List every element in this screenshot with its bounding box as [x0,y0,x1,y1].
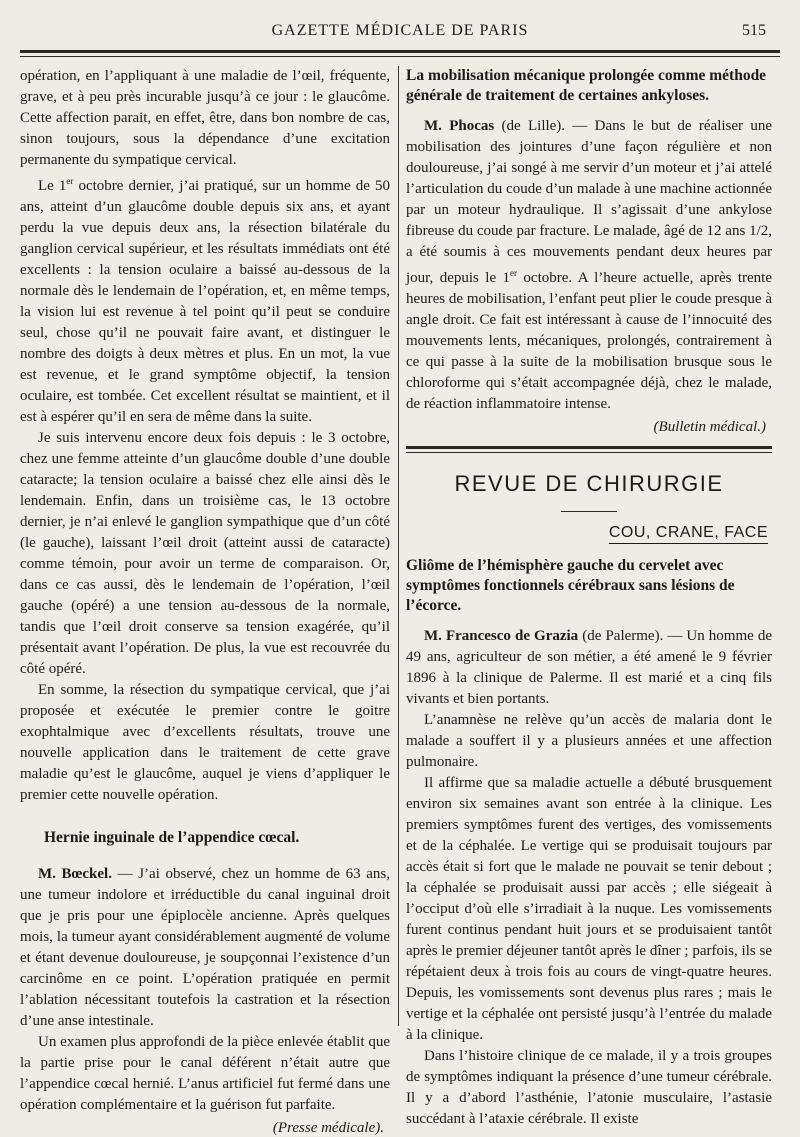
superscript: er [510,268,518,278]
paragraph: En somme, la résection du sympatique cervical, que j’ai proposée et exécutée le premier contre le goitre exophtalmique avec d’excellents résultats, trouve une nouvelle application dans le traitement de cette grave maladie qu’est le glaucôme, auquel je viens d’appliquer le premier cette nouvelle opération. [20,682,390,803]
subheading: COU, CRANE, FACE [608,524,768,541]
header-rule-thin [20,56,780,57]
section-title: Gliôme de l’hémisphère gauche du cervelet avec symptômes fonctionnels cérébraux sans lésions de l’écorce. [406,557,735,614]
column-divider [398,66,399,1026]
text: Le 1 [38,178,67,194]
text: (de Palerme). — Un homme de 49 ans, agriculteur de son métier, a été amené le 9 février 1896 à la clinique de Palerme. Il est marié et a cinq fils vivants et bien portants. [406,628,773,707]
source-citation: (Bulletin médical.) [653,419,766,435]
author-name: M. Bœckel. [38,866,112,882]
author-name: M. Phocas [424,118,495,134]
journal-title: GAZETTE MÉDICALE DE PARIS [271,22,529,39]
paragraph: Dans l’histoire clinique de ce malade, il y a trois groupes de symptômes indiquant la présence d’une tumeur cérébrale. Il y a d’abord l’asthénie, l’atonie musculaire, l’astasie succédant à l’ataxie cérébrale. Il existe [406,1048,772,1127]
author-name: M. Francesco de Grazia [424,628,579,644]
paragraph [20,864,390,1032]
page-number: 515 [742,22,766,39]
paragraph: Un examen plus approfondi de la pièce enlevée établit que la partie prise pour le canal déférent n’était autre que l’appendice cœcal hernié. L’anus artificiel fut fermé dans une opération complémentaire et la guérison fut parfaite. [20,1034,390,1113]
text: — J’ai observé, chez un homme de 63 ans, une tumeur indolore et irréductible du canal inguinal droit que je pris pour une épiplocèle ancienne. Après quelques mois, la tumeur ayant considérablement augmenté de volume et étant devenue douloureuse, je soupçonnai l’existence d’un carcinôme en ce point. L’opération pratiquée en permit l’ablation nécessitant toutefois la castration et la résection d’une anse intestinale. [20,866,390,1029]
section-title: Hernie inguinale de l’appendice cœcal. [44,829,300,846]
paragraph [406,626,772,710]
section-title: La mobilisation mécanique prolongée comme méthode générale de traitement de certaines ankyloses. [406,67,767,104]
text: octobre dernier, j’ai pratiqué, sur un homme de 50 ans, atteint d’un glaucôme double depuis six ans, et ayant perdu la vue depuis deux ans, la résection bilatérale du ganglion cervical supérieur, et les résultats immédiats ont été excellents : la tension oculaire a baissé au-dessous de la normale dès le lendemain de l’opération, et, en même temps, la vision lui est revenue à tel point qu’il peut se conduire seul, chose qu’il ne pouvait faire avant, et distinguer le nombre des doigts à deux mètres et plus. En un mot, la vue est revenue, et le grand symptôme objectif, la tension oculaire, est tombée. Cet excellent résultat se maintient, et il est à espérer qu’il en sera de même dans la suite. [20,178,390,425]
paragraph [20,171,390,428]
superscript: er [66,176,74,186]
source-citation: (Presse médicale). [272,1120,384,1136]
paragraph: Il affirme que sa maladie actuelle a débuté brusquement environ six semaines avant son entrée à la clinique. Les premiers symptômes furent des vertiges, des vomissements et de la céphalée. Le vertige qui se produisait toujours par accès était si fort que le malade ne pouvait se tenir debout ; la céphalée se produisait aussi par accès ; elle siégeait à l’occiput d’où elle s’irradiait à la nuque. Les vomissements furent continus pendant huit jours et se produisaient tantôt après le premier déjeuner tantôt après le dîner ; parfois, ils se répétaient deux à trois fois au cours de vingt-quatre heures. Depuis, les vomissements sont devenus plus rares ; mais le vertige et la céphalée ont persisté jusqu’à l’entrée du malade à la clinique. [406,775,772,1043]
paragraph: L’anamnèse ne relève qu’un accès de malaria dont le malade a souffert il y a plusieurs années et une affection pulmonaire. [406,712,772,770]
header-rule [20,50,780,53]
short-rule [561,511,617,512]
section-rule-thin [406,452,772,453]
page-header [0,0,800,60]
left-column [20,66,390,1137]
revue-title: REVUE DE CHIRURGIE [454,471,724,496]
right-column [406,66,772,1130]
text: octobre. A l’heure actuelle, après trente heures de mobilisation, l’enfant peut plier le coude presque à angle droit. Ce fait est intéressant à cause de l’innocuité des mouvements lents, mécaniques, prolongés, contrairement à ce qui passe à la suite de la mobilisation brusque sous le chloroforme qui s’était accompagnée déjà, chez le malade, de réaction inflammatoire intense. [406,270,772,412]
text: (de Lille). — Dans le but de réaliser une mobilisation des jointures d’une façon régulière et non douloureuse, j’ai songé à me servir d’un moteur et j’ai attelé l’articulation du coude d’un malade à une machine actionnée par un moteur hydraulique. Il s’agissait d’une ankylose fibreuse du coude par fracture. Le malade, âgé de 12 ans 1/2, a été soumis à ces mouvements pendant deux heures par jour, depuis le 1 [406,118,772,286]
paragraph [406,116,772,415]
paragraph: Je suis intervenu encore deux fois depuis : le 3 octobre, chez une femme atteinte d’un glaucôme double d’une double cataracte; la tension oculaire a baissé chez elle ainsi dès le lendemain. Enfin, dans un troisième cas, le 13 octobre dernier, je n’ai enlevé le ganglion sympathique que d’un côté (le gauche), laissant l’œil droit (atteint aussi de cataracte) comme témoin, pour avoir un terme de comparaison. Or, dans ce cas aussi, dès le lendemain de l’opération, l’œil gauche (opéré) a une tension au-dessous de la normale, tandis que l’œil droit conserve sa tension exagérée, qu’il présentait avant l’opération. De plus, la vue est recouvrée du côté opéré. [20,430,390,677]
paragraph: opération, en l’appliquant à une maladie de l’œil, fréquente, grave, et à peu près incurable jusqu’à ce jour : le glaucôme. Cette affection parait, en effet, être, dans bon nombre de cas, sinon toujours, sous la dépendance d’une excitation permanente du sympatique cervical. [20,68,390,168]
section-rule [406,446,772,449]
